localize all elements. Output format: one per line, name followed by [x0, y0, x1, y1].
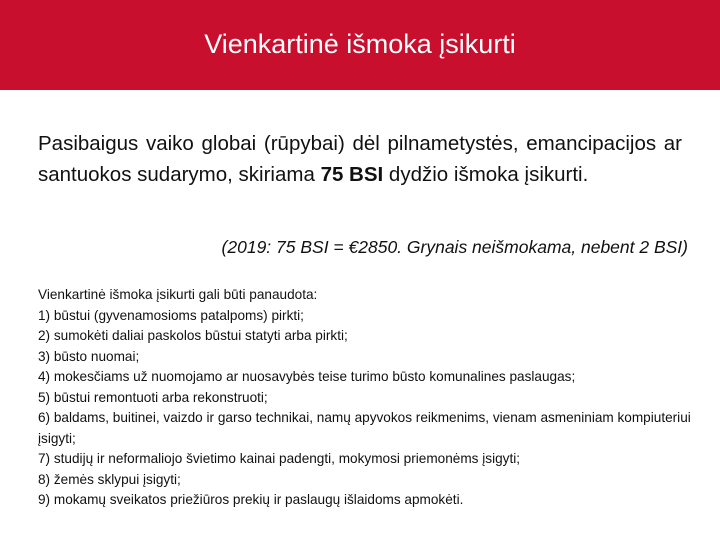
list-item: 3) būsto nuomai; [38, 348, 140, 364]
list-item: 5) būstui remontuoti arba rekonstruoti; [38, 389, 268, 405]
amount-note: (2019: 75 BSI = €2850. Grynais neišmokama, nebent 2 BSI) [221, 237, 688, 257]
list-item: 8) žemės sklypui įsigyti; [38, 471, 181, 487]
list-item: 4) mokesčiams už nuomojamo ar nuosavybės teise turimo būsto komunalines paslaugas; [38, 369, 576, 384]
lead-text-start: Pasibaigus vaiko globai (rūpybai) dėl pilnametystės, emancipacijos ar santuokos sudarymo, skiriama [38, 132, 682, 186]
uses-intro: Vienkartinė išmoka įsikurti gali būti panaudota: [38, 287, 318, 302]
lead-amount: 75 BSI [320, 163, 384, 186]
lead-text-end: dydžio išmoka įsikurti. [383, 163, 589, 186]
list-item: 2) sumokėti daliai paskolos būstui statyti arba pirkti; [38, 328, 348, 343]
lead-paragraph [38, 128, 682, 190]
list-item: 7) studijų ir neformaliojo švietimo kainai padengti, mokymosi priemonėms įsigyti; [38, 451, 521, 466]
list-item: 1) būstui (gyvenamosioms patalpoms) pirkti; [38, 307, 304, 323]
uses-list [38, 306, 698, 511]
list-item: 6) baldams, buitinei, vaizdo ir garso technikai, namų apyvokos reikmenims, vienam asmeniniam kompiuteriui įsigyti; [38, 410, 691, 446]
slide-title: Vienkartinė išmoka įsikurti [204, 29, 516, 59]
list-item: 9) mokamų sveikatos priežiūros prekių ir paslaugų išlaidoms apmokėti. [38, 492, 464, 507]
